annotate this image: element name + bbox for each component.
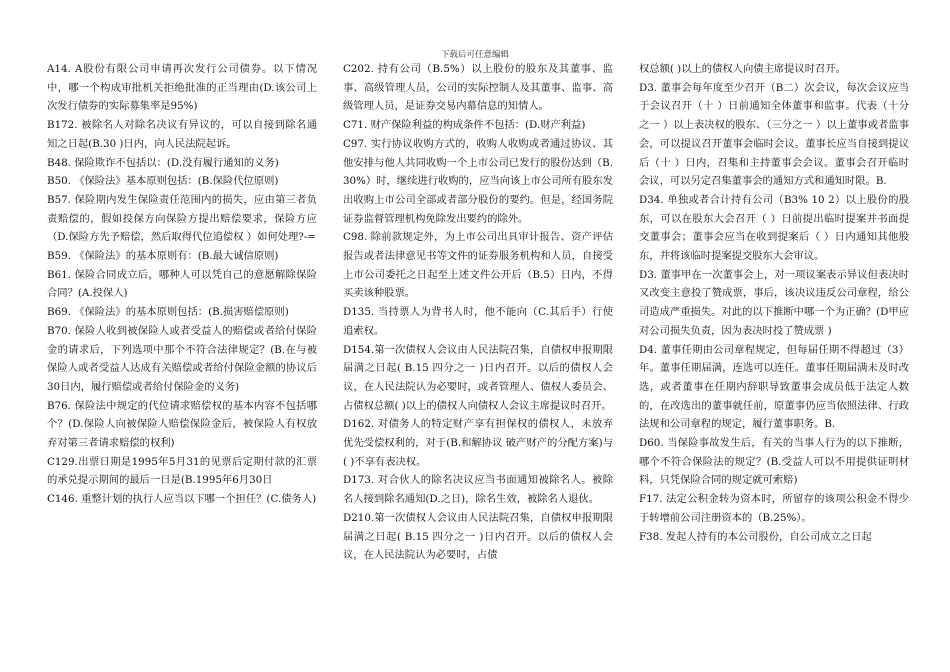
question-entry: B69. 《保险法》的基本原则包括：(B.损害赔偿原则) xyxy=(47,306,289,319)
question-entry: C129.出票日期是1995年5月31的见票后定期付款的汇票的承兑提示期间的最后一日是(B.1995年6月30日 xyxy=(47,455,317,487)
question-entry: 权总额( )以上的债权人向债主席提议时召开。 xyxy=(639,63,846,75)
question-entry: C98. 除前款规定外，为上市公司出具审计报告、资产评估报告或者法律意见书等文件的证券服务机构和人员，自接受上市公司委托之日起至上述文件公开后（B.5）日内，不得买卖该种股票。 xyxy=(343,231,613,300)
question-entry: D60. 当保险事故发生后，有关的当事人行为的以下推断，哪个不符合保险法的规定？(B.受益人可以不用提供证明材料，只凭保险合同的规定就可索赔) xyxy=(639,437,909,487)
question-entry: B76. 保险法中规定的代位请求赔偿权的基本内容不包括哪个？(D.保险人向被保险人赔偿保险金后，被保险人有权放弃对第三者请求赔偿的权利) xyxy=(47,399,317,450)
question-entry: B70. 保险人收到被保险人或者受益人的赔偿或者给付保险金的请求后，下列选项中那个不符合法律规定？(B.在与被保险人或者受益人达成有关赔偿或者给付保险金额的协议后30日内，履行赔偿或者给付保险金的义务) xyxy=(47,324,317,393)
question-entry: A14. A股份有限公司申请再次发行公司债券。以下情况中，哪一个构成审批机关拒绝批准的正当理由(D.该公司上次发行债券的实际募集率是95%) xyxy=(47,63,317,113)
page-header: 下载后可任意编辑 xyxy=(440,50,509,60)
question-entry: C202. 持有公司（B.5%）以上股份的股东及其董事、监事、高级管理人员，公司的实际控制人及其董事、监事、高级管理人员，是证券交易内幕信息的知情人。 xyxy=(343,63,613,113)
question-entry: B57. 保险期内发生保险责任范围内的损失，应由第三者负责赔偿的，假如投保方向保险方提出赔偿要求，保险方应（D.保险方先予赔偿，然后取得代位追偿权 ）如何处理?-= xyxy=(47,193,317,244)
question-entry: D3. 董事甲在一次董事会上，对一项议案表示异议但表决时又改变主意投了赞成票，事后，该决议违反公司章程，给公司造成严重损失。对此的以下推断中哪一个为正确？(D甲应对公司损失负责，因为表决时投了赞成票 ) xyxy=(639,268,909,337)
text-column-middle xyxy=(343,60,613,666)
text-column-right xyxy=(639,60,909,666)
question-entry: D210.第一次债权人会议由人民法院召集，自债权申报期限届满之日起( B.15 四分之一 )日内召开。以后的债权人会议，在人民法院认为必要时，占债 xyxy=(343,511,613,562)
question-entry: F38. 发起人持有的本公司股份，自公司成立之日起 xyxy=(639,530,872,543)
question-entry: D173. 对合伙人的除名决议应当书面通知被除名人。被除名人接到除名通知(D.之日)，除名生效，被除名人退伙。 xyxy=(343,474,613,506)
question-entry: B50. 《保险法》基本原则包括：(B.保险代位原则) xyxy=(47,175,279,188)
question-entry: B59. 《保险法》的基本原则有：(B.最大诚信原则) xyxy=(47,250,279,263)
text-column-left xyxy=(47,60,317,666)
question-entry: D34. 单独或者合计持有公司（B3% 10 2）以上股份的股东，可以在股东大会召开（ ）日前提出临时提案并书面提交董事会；董事会应当在收到提案后（ ）日内通知其他股东，并将该临时提案提交股东大会审议。 xyxy=(639,193,909,263)
question-entry: D4. 董事任期由公司章程规定，但每届任期不得超过（3）年。董事任期届满，连选可以连任。董事任期届满未及时改选，或者董事在任期内辞职导致董事会成员低于法定人数的，在改选出的董事就任前，原董事仍应当依照法律、行政法规和公司章程的规定，履行董事职务。B. xyxy=(639,343,909,431)
question-entry: D3. 董事会每年度至少召开（B二）次会议，每次会议应当于会议召开（十 ）日前通知全体董事和监事。代表（十分之一 ）以上表决权的股东、（三分之一 ）以上董事或者监事会，可以提议召开董事会临时会议。董事长应当自接到提议后（十 ）日内，召集和主持董事会会议。董事会召开临时会议，可以另定召集董事会的通知方式和通知时限。B. xyxy=(639,81,909,188)
question-entry: B61. 保险合同成立后，哪种人可以凭自己的意愿解除保险合同？(A.投保人) xyxy=(47,268,317,300)
question-entry: C71. 财产保险利益的构成条件不包括：(D.财产利益) xyxy=(343,119,586,132)
question-entry: D154.第一次债权人会议由人民法院召集，自债权申报期限届满之日起( B.15 四分之一 )日内召开。以后的债权人会议，在人民法院认为必要时，或者管理人、债权人委员会、占债权总额( )以上的债权人向债权人会议主席提议时召开。 xyxy=(343,343,613,412)
question-entry: C146. 重整计划的执行人应当以下哪一个担任？(C.债务人) xyxy=(47,493,317,506)
document-page xyxy=(47,60,909,666)
question-entry: D135. 当持票人为背书人时，他不能向（C.其后手）行使追索权。 xyxy=(343,306,613,337)
question-entry: D162. 对债务人的特定财产享有担保权的债权人，未放弃优先受偿权利的，对于(B.和解协议 破产财产的分配方案)与( )不享有表决权。 xyxy=(343,418,613,468)
question-entry: C97. 实行协议收购方式的，收购人收购或者通过协议、其他安排与他人共同收购一个上市公司已发行的股份达到（B.30%）时，继续进行收购的，应当向该上市公司所有股东发出收购上市公司全部或者部分股份的要约。但是，经国务院证券监督管理机构免除发出要约的除外。 xyxy=(343,137,613,225)
question-entry: B48. 保险欺诈不包括以：(D.没有履行通知的义务) xyxy=(47,156,279,169)
question-entry: B172. 被除名人对除名决议有异议的，可以自接到除名通知之日起(B.30 )日内，向人民法院起诉。 xyxy=(47,119,317,150)
question-entry: F17. 法定公积金转为资本时，所留存的该项公积金不得少于转增前公司注册资本的（B.25%）。 xyxy=(639,493,909,524)
